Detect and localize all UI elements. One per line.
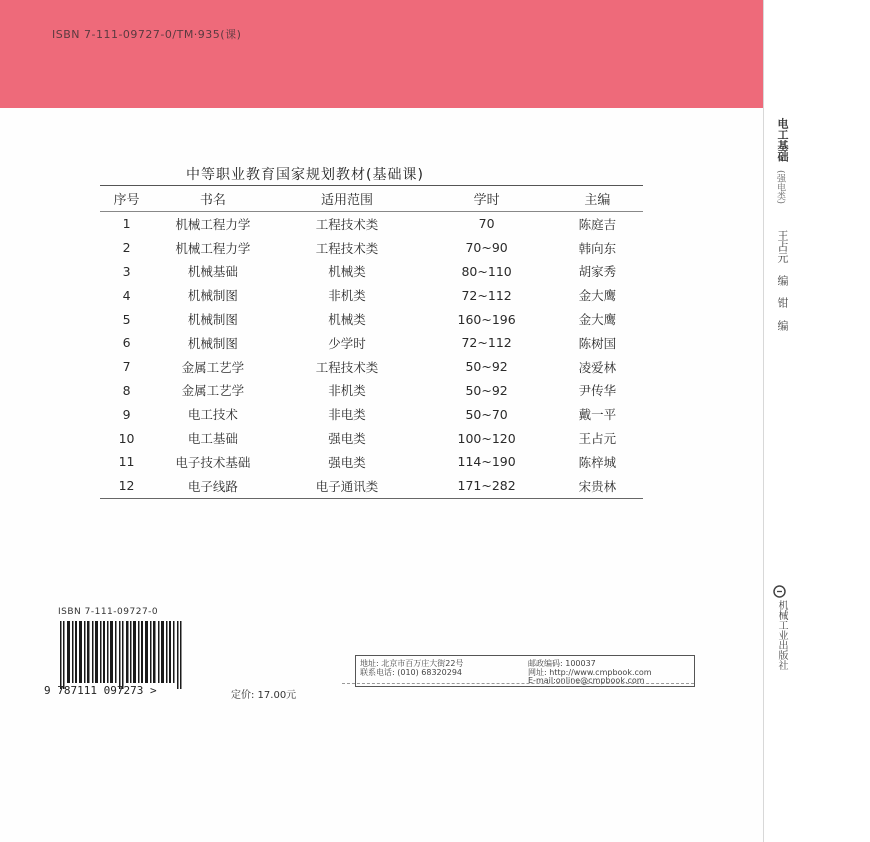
table-row [100,402,643,426]
cell-number: 11 [118,454,135,470]
cell-hours: 114~190 [457,454,516,470]
cell-scope: 工程技术类 [315,359,379,375]
publisher-email: E-mail:online@cmpbook.com [528,676,645,685]
cell-scope: 强电类 [328,454,366,470]
cell-scope: 少学时 [328,335,366,351]
cell-number: 9 [122,406,131,422]
cell-title: 金属工艺学 [181,359,245,375]
cell-number: 4 [122,287,131,303]
spine-role-3: 编 [776,320,789,331]
cell-editor: 陈树国 [578,335,617,351]
cell-hours: 72~112 [461,335,512,351]
cell-title: 机械制图 [187,288,238,304]
spine-role-1: 编 [776,275,789,286]
cell-scope: 工程技术类 [315,216,379,232]
top-color-band [0,0,763,108]
cell-editor: 金大鹰 [578,312,617,328]
publisher-logo [773,585,786,598]
book-spine [766,0,870,842]
cell-number: 8 [122,382,131,398]
publisher-website: 网址: http://www.cmpbook.com [528,668,652,677]
table-row [100,283,643,307]
cell-hours: 100~120 [457,430,516,446]
publisher-address: 地址: 北京市百万庄大街22号 [360,659,464,668]
spine-press: 机械工业出版社 [776,600,787,670]
cell-hours: 70 [478,216,495,232]
cell-title: 电子线路 [153,474,273,498]
cell-title: 机械基础 [187,264,238,280]
table-row [100,331,643,355]
cell-number: 5 [122,311,131,327]
cell-hours: 50~92 [465,359,508,375]
cell-hours: 70~90 [465,240,508,256]
cell-editor: 陈梓城 [578,454,617,470]
table-row [100,260,643,284]
table-row [100,307,643,331]
header-hours: 学时 [421,186,551,212]
table-row [100,379,643,403]
barcode-digits: 9 787111 097273 > [44,684,157,697]
cell-title: 电工技术 [187,407,238,423]
cell-scope: 工程技术类 [315,240,379,256]
cell-hours: 80~110 [461,263,512,279]
barcode-isbn: ISBN 7-111-09727-0 [58,607,159,617]
cell-hours: 72~112 [461,287,512,303]
cell-number: 2 [122,240,131,256]
cell-title: 电工基础 [187,431,238,447]
cell-number: 1 [122,216,131,232]
table-row [100,212,643,236]
spine-title: 电工基础 [776,118,789,162]
cell-editor: 胡家秀 [578,264,617,280]
isbn-classification: ISBN 7-111-09727-0/TM·935(课) [52,28,242,41]
cell-number: 12 [100,474,153,498]
cell-number: 3 [122,263,131,279]
cell-scope: 机械类 [328,312,366,328]
cell-scope: 电子通讯类 [273,474,422,498]
cell-editor: 韩向东 [578,240,617,256]
cell-editor: 宋贵林 [552,474,643,498]
cell-title: 机械制图 [187,335,238,351]
cell-title: 机械工程力学 [175,216,251,232]
cell-number: 6 [122,335,131,351]
cell-hours: 50~70 [465,406,508,422]
cell-title: 机械制图 [187,312,238,328]
cell-scope: 机械类 [328,264,366,280]
cell-title: 金属工艺学 [181,383,245,399]
cell-number: 10 [118,430,135,446]
header-title: 书名 [153,186,273,212]
header-scope: 适用范围 [273,186,422,212]
cell-scope: 非电类 [328,407,366,423]
table-row [100,450,643,474]
cover-edge [763,0,764,842]
table-row [100,355,643,379]
cell-scope: 强电类 [328,431,366,447]
cell-editor: 戴一平 [578,407,617,423]
cell-hours: 50~92 [465,382,508,398]
spine-role-2: 钳 [776,297,789,308]
cell-title: 电子技术基础 [175,454,251,470]
cell-title: 机械工程力学 [175,240,251,256]
cell-scope: 非机类 [328,383,366,399]
price: 定价: 17.00元 [231,690,297,701]
header-editor: 主编 [552,186,643,212]
cell-number: 7 [122,359,131,375]
cell-scope: 非机类 [328,288,366,304]
header-number: 序号 [100,186,153,212]
table-row [100,236,643,260]
publisher-postcode: 邮政编码: 100037 [528,659,596,668]
cell-hours: 160~196 [457,311,516,327]
cell-editor: 王占元 [578,431,617,447]
spine-subtitle: (强电类) [775,170,785,205]
table-header-row [100,186,643,212]
barcode-graphic [60,621,184,689]
cell-editor: 尹传华 [578,383,617,399]
table-row [100,474,643,498]
spine-author: 王占元 [776,230,789,263]
table-row [100,426,643,450]
cell-hours: 171~282 [421,474,551,498]
cell-editor: 陈庭吉 [578,216,617,232]
publisher-phone: 联系电话: (010) 68320294 [360,668,463,677]
cell-editor: 凌爱林 [578,359,617,375]
book-list-table [100,185,643,499]
series-title: 中等职业教育国家规划教材(基础课) [186,167,424,183]
dashed-rule [342,683,694,684]
cell-editor: 金大鹰 [578,288,617,304]
